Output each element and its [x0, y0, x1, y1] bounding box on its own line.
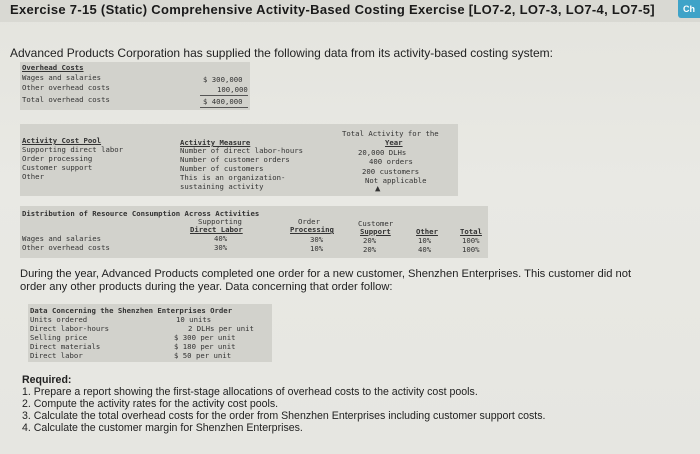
- activity-measure: Number of direct labor-hours: [180, 146, 304, 155]
- col-total: Total: [460, 227, 482, 236]
- order-row-value: $ 300 per unit: [174, 333, 236, 342]
- activity-total: Not applicable: [365, 176, 427, 185]
- activity-pool: Customer support: [22, 163, 93, 172]
- distribution-row-label: Wages and salaries: [22, 234, 102, 243]
- col-supporting-2: Direct Labor: [190, 225, 243, 234]
- activity-total: 20,000 DLHs: [358, 148, 407, 157]
- order-row-value: 10 units: [176, 315, 212, 324]
- activity-pool: Supporting direct labor: [22, 145, 124, 154]
- distribution-row-label: Other overhead costs: [22, 243, 110, 252]
- chapter-tab[interactable]: Ch: [678, 0, 700, 18]
- distribution-cell: 30%: [214, 243, 228, 252]
- overhead-row-label: Other overhead costs: [22, 83, 110, 92]
- distribution-cell: 20%: [363, 245, 377, 254]
- order-row-label: Selling price: [30, 333, 88, 342]
- overhead-row-label: Wages and salaries: [22, 73, 102, 82]
- order-row-label: Direct labor: [30, 351, 83, 360]
- overhead-heading: Overhead Costs: [22, 63, 84, 72]
- col-activity-cost-pool: Activity Cost Pool: [22, 136, 102, 145]
- overhead-row-value: $ 400,000: [203, 97, 243, 106]
- order-row-value: $ 180 per unit: [174, 342, 236, 351]
- required-item: 4. Calculate the customer margin for Shenzhen Enterprises.: [22, 422, 303, 434]
- distribution-cell: 10%: [418, 236, 432, 245]
- col-order-2: Processing: [290, 225, 334, 234]
- subtotal-rule: [200, 95, 248, 96]
- exercise-title: Exercise 7-15 (Static) Comprehensive Activity-Based Costing Exercise [LO7-2, LO7-3, LO7-4, LO7-5]: [10, 2, 655, 17]
- activity-total: 200 customers: [362, 167, 420, 176]
- overhead-row-value: $ 300,000: [203, 75, 243, 84]
- required-item: 3. Calculate the total overhead costs for the order from Shenzhen Enterprises including customer support costs.: [22, 410, 546, 422]
- col-supporting-1: Supporting: [198, 217, 242, 226]
- activity-pool: Other: [22, 172, 44, 181]
- distribution-cell: 40%: [418, 245, 432, 254]
- col-total-activity-1: Total Activity for the: [342, 129, 439, 138]
- distribution-cell: 20%: [363, 236, 377, 245]
- order-heading: Data Concerning the Shenzhen Enterprises Order: [30, 306, 233, 315]
- activity-table: [20, 124, 458, 196]
- col-customer-1: Customer: [358, 219, 394, 228]
- overhead-costs-table: [20, 62, 250, 110]
- activity-measure: This is an organization-: [180, 173, 286, 182]
- required-heading: Required:: [22, 374, 72, 386]
- required-item: 2. Compute the activity rates for the activity cost pools.: [22, 398, 279, 410]
- distribution-table: [20, 206, 488, 258]
- order-data-table: [28, 304, 272, 362]
- overhead-row-label: Total overhead costs: [22, 95, 110, 104]
- col-activity-measure: Activity Measure: [180, 138, 251, 147]
- col-customer-2: Support: [360, 227, 391, 236]
- distribution-title: Distribution of Resource Consumption Across Activities: [22, 209, 260, 218]
- order-row-label: Units ordered: [30, 315, 88, 324]
- activity-measure-cont: sustaining activity: [180, 182, 264, 191]
- required-item: 1. Prepare a report showing the first-stage allocations of overhead costs to the activity cost pools.: [22, 386, 478, 398]
- distribution-cell: 40%: [214, 234, 228, 243]
- activity-pool: Order processing: [22, 154, 93, 163]
- order-row-value: $ 50 per unit: [174, 351, 232, 360]
- activity-measure: Number of customer orders: [180, 155, 290, 164]
- order-row-label: Direct materials: [30, 342, 101, 351]
- order-row-value: 2 DLHs per unit: [188, 324, 254, 333]
- col-other: Other: [416, 227, 438, 236]
- distribution-cell: 30%: [310, 235, 324, 244]
- header-bar: [0, 0, 700, 22]
- distribution-cell: 10%: [310, 244, 324, 253]
- col-order-1: Order: [298, 217, 320, 226]
- activity-total: 400 orders: [369, 157, 413, 166]
- total-double-rule: [200, 107, 248, 108]
- col-total-activity-2: Year: [385, 138, 403, 147]
- order-paragraph: During the year, Advanced Products completed one order for a new customer, Shenzhen Enterprises. This customer did not order any other products during the year. Data concerning that order follow:: [20, 268, 632, 293]
- overhead-row-value: 100,000: [217, 85, 248, 94]
- cursor-arrow-icon: ▲: [375, 184, 381, 194]
- distribution-cell: 100%: [462, 236, 480, 245]
- intro-text: Advanced Products Corporation has supplied the following data from its activity-based costing system:: [10, 46, 553, 60]
- activity-measure: Number of customers: [180, 164, 264, 173]
- distribution-cell: 100%: [462, 245, 480, 254]
- order-row-label: Direct labor-hours: [30, 324, 110, 333]
